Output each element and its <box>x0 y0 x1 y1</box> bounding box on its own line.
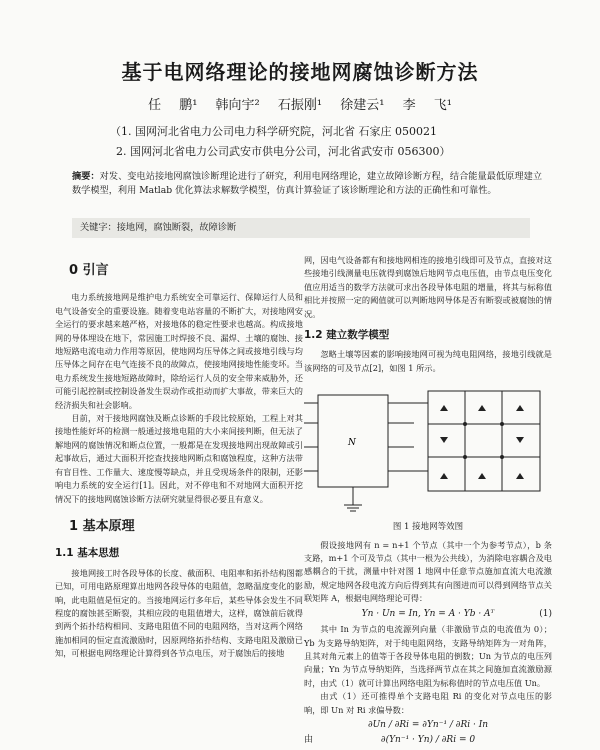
abstract-text: 对发、变电站接地网腐蚀诊断理论进行了研究，利用电网络理论，建立故障诊断方程，结合能量最低原理建立数学模型，利用 Matlab 优化算法求解数学模型，仿真计算验证了该诊断理论和方法的正确性和可靠性。 <box>72 171 543 196</box>
abstract-label: 摘要： <box>72 171 100 182</box>
paragraph: 目前，对于接地网腐蚀及断点诊断的手段比较原始，工程上对其接地性能好坏的检测一般通过接地电阻的大小来间接判断，但无法了解地网的腐蚀情况和断点位置，一般都是在发现接地网出现故障或引起事故后，通过大面积开挖查找接地网断点和腐蚀程度，这种方法带有盲目性、工作量大、速度慢等缺点，并且受现场条件的限制，还影响电力系统的安全运行[1]。因此，对不停电和不对地网大面积开挖情况下的接地网腐蚀诊断方法研究就显得很必要且有意义。 <box>55 413 303 504</box>
section-heading-intro: 0 引言 <box>69 263 109 278</box>
figure-caption: 图 1 接地网等效图 <box>392 522 464 533</box>
paragraph: 电力系统接地网是维护电力系统安全可靠运行、保障运行人员和电气设备安全的重要设施。随着变电站容量的不断扩大，对接地网安全运行的要求越来越严格，对接地体的稳定性要求也越高。构成接地网的导体埋设在地下，常因施工时焊接不良、漏焊、土壤的腐蚀、接地短路电流电动力作用等原因，使地网均压导体之间或接地引线与均压导体之间存在电气连接不良的故障点，使接地网接地性能变坏。当电力系统发生接地短路故障时，除给运行人员的安全带来威胁外，还可能引起控制或控制设备发生误动作或拒动而扩大事故，带来巨大的经济损失和社会影响。 <box>55 292 303 410</box>
affiliation-1: （1. 国网河北省电力公司电力科学研究院，河北省 石家庄 050021 <box>110 125 437 138</box>
paragraph: 网，因电气设备都有和接地网相连的接地引线即可及节点，直接对这些接地引线测量电压就得到腐蚀后地网节点电压值，由节点电压变化值应用适当的数学方法就可求出各段导体电阻的增量，将其与标称值相比并按照一定的阈值就可以判断地网导体是否有断裂或被腐蚀的情况。 <box>304 255 552 319</box>
affiliation-2: 2. 国网河北省电力公司武安市供电分公司，河北省武安市 056300） <box>116 145 451 158</box>
equation-3-body: ∂(Yn⁻¹ · Yn) / ∂Ri = 0 <box>380 735 476 746</box>
keywords-box <box>72 218 530 238</box>
abstract <box>72 170 542 198</box>
paragraph: 接地网接工时各段导体的长度、截面积、电阻率和拓扑结构图都已知，可用电路原理算出地网各段导体的电阻值，忽略温度变化的影响，此电阻值是恒定的。当接地网运行多年后，某些导体会发生不同程度的腐蚀甚至断裂，其相应段的电阻值增大，这样，腐蚀前后就得到两个拓扑结构相同、支路电阻值不同的电阻网络，当对这两个网络施加相同的恒定直流激励时，因原网络拓扑结构、支路电阻及激励已知，可根据电网络理论计算得到各节点电压，对于腐蚀后的接地 <box>55 567 303 659</box>
paragraph: 其中 In 为节点的电流源列向量（非激励节点的电流值为 0）；Yb 为支路导纳矩阵，对于纯电阻网络，支路导纳矩阵为一对角阵，且其对角元素上的值等于各段导体电阻的倒数；Un 为节点的电压列向量；Yn 为节点导纳矩阵，当选择两节点在其之间施加直流激励源时，由式（1）就可计算出网络电阻为标称值时的节点电压值 Un。 <box>304 624 552 688</box>
figure-1 <box>304 381 552 519</box>
equation-2: ∂Un / ∂Ri = ∂Yn⁻¹ / ∂Ri · In <box>367 719 489 730</box>
paragraph: 由式（1）还可推得单个支路电阻 Ri 的变化对节点电压的影响，即 Un 对 Ri 求偏导数： <box>304 691 552 715</box>
equation-number: (1) <box>539 608 552 619</box>
section-heading-principle: 1 基本原理 <box>69 518 135 534</box>
network-label: N <box>348 438 356 449</box>
left-column <box>55 250 303 661</box>
paragraph: 假设接地网有 n = n+1 个节点（其中一个为参考节点），b 条支路，m+1 个可及节点（其中一根为公共线），为消除电容耦合及电感耦合的干扰，测量中针对图 1 地网中任意节点施加直流大电流激励，规定地网各段电流方向后得到其有向图进而可以得到网络节点关联矩阵 A，根据电网络理论可得： <box>304 539 552 604</box>
author-list: 任 鹏¹ 韩向宇² 石振刚¹ 徐建云¹ 李 飞¹ <box>148 98 452 113</box>
paper-title: 基于电网络理论的接地网腐蚀诊断方法 <box>121 60 479 84</box>
keywords-label: 关键字： <box>80 222 117 233</box>
subsection-heading-idea: 1.1 基本思想 <box>55 547 120 560</box>
paragraph: 忽略土壤等因素的影响接地网可视为纯电阻网络，接地引线就是该网络的可及节点[2]，如图 1 所示。 <box>304 349 552 373</box>
right-column <box>304 254 552 750</box>
affiliations <box>110 122 530 162</box>
subsection-heading-model: 1.2 建立数学模型 <box>304 329 390 342</box>
equation-1-body: Yn · Un = In, Yn = A · Yb · Aᵀ <box>361 608 495 619</box>
keywords-text: 接地网，腐蚀断裂，故障诊断 <box>116 222 237 233</box>
equation-1 <box>304 608 552 621</box>
equation-3 <box>304 734 552 747</box>
grounding-grid-diagram <box>304 381 552 519</box>
equation-prefix: 由 <box>304 735 314 746</box>
